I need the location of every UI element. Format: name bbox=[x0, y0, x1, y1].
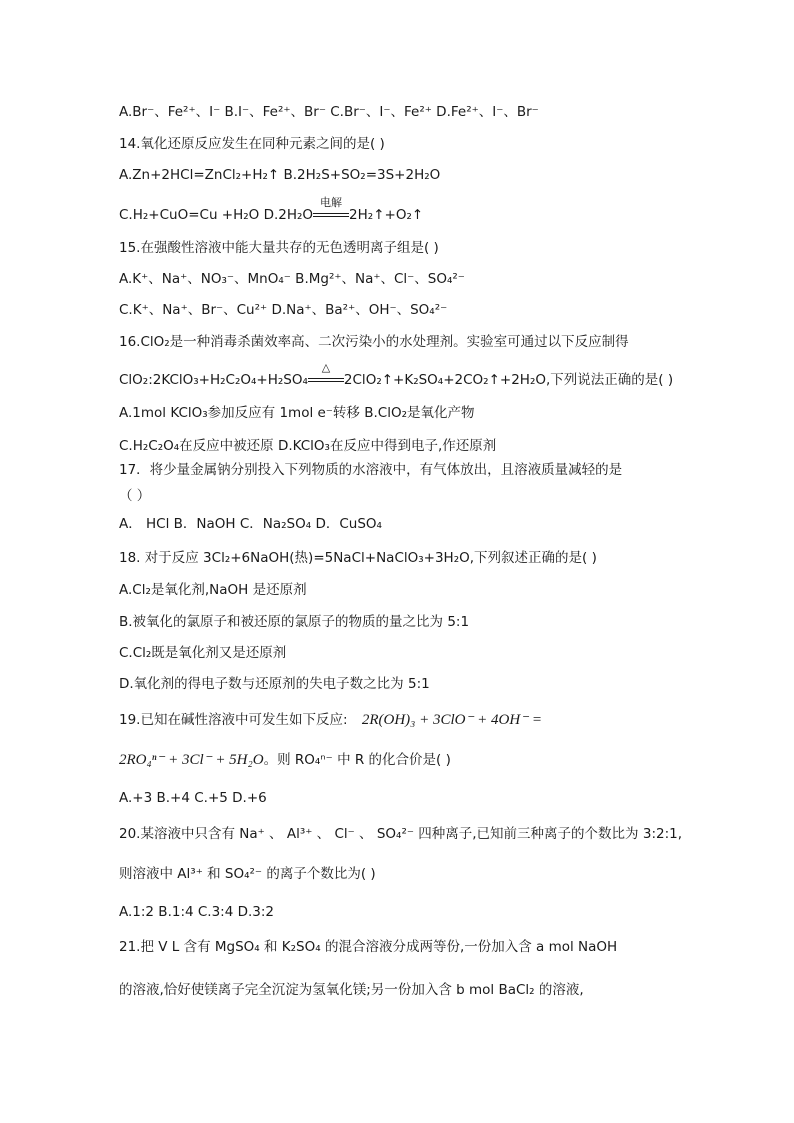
q18-option-c: C.Cl₂既是氧化剂又是还原剂 bbox=[119, 645, 287, 661]
q13-options: A.Br⁻、Fe²⁺、I⁻ B.I⁻、Fe²⁺、Br⁻ C.Br⁻、I⁻、Fe²⁺ D.Fe²⁺、I⁻、Br⁻ bbox=[119, 104, 539, 120]
q21-line1: 21.把 V L 含有 MgSO₄ 和 K₂SO₄ 的混合溶液分成两等份,一份加入含 a mol NaOH bbox=[119, 939, 618, 955]
q21-line2: 的溶液,恰好使镁离子完全沉淀为氢氧化镁;另一份加入含 b mol BaCl₂ 的溶液, bbox=[119, 982, 584, 998]
q15-options-ab: A.K⁺、Na⁺、NO₃⁻、MnO₄⁻ B.Mg²⁺、Na⁺、Cl⁻、SO₄²⁻ bbox=[119, 271, 465, 287]
q20-options: A.1:2 B.1:4 C.3:4 D.3:2 bbox=[119, 904, 275, 920]
q19-options: A.+3 B.+4 C.+5 D.+6 bbox=[119, 790, 267, 806]
q14-option-d-products: 2H₂↑+O₂↑ bbox=[349, 207, 424, 223]
q18-option-b: B.被氧化的氯原子和被还原的氯原子的物质的量之比为 5:1 bbox=[119, 614, 470, 630]
q19-equation-part1: 2R(OH)₃ + 3ClO⁻ + 4OH⁻ = bbox=[361, 712, 542, 728]
q18-option-a: A.Cl₂是氧化剂,NaOH 是还原剂 bbox=[119, 582, 307, 598]
q16-products: 2ClO₂↑+K₂SO₄+2CO₂↑+2H₂O,下列说法正确的是( ) bbox=[343, 372, 674, 388]
q17-paren: （ ） bbox=[119, 488, 151, 504]
q14-options-cd bbox=[119, 196, 424, 223]
q19-equation-part2: 2RO₄ⁿ⁻ + 3Cl⁻ + 5H₂O bbox=[119, 752, 264, 768]
q14-stem: 14.氧化还原反应发生在同种元素之间的是( ) bbox=[119, 136, 385, 152]
q19-stem-line bbox=[119, 712, 542, 728]
q19-equation-line2 bbox=[119, 752, 451, 768]
q17-stem: 17．将少量金属钠分别投入下列物质的水溶液中，有气体放出，且溶液质量减轻的是 bbox=[119, 462, 623, 478]
heat-label: △ bbox=[321, 361, 331, 374]
q14-option-c: C.H₂+CuO=Cu +H₂O D.2H₂O bbox=[119, 207, 314, 223]
q20-line1: 20.某溶液中只含有 Na⁺ 、 Al³⁺ 、 Cl⁻ 、 SO₄²⁻ 四种离子,已知前三种离子的个数比为 3:2:1, bbox=[119, 826, 683, 842]
q19-stem: 19.已知在碱性溶液中可发生如下反应: bbox=[119, 712, 348, 728]
q20-line2: 则溶液中 Al³⁺ 和 SO₄²⁻ 的离子个数比为( ) bbox=[119, 866, 376, 882]
q14-options-ab: A.Zn+2HCl=ZnCl₂+H₂↑ B.2H₂S+SO₂=3S+2H₂O bbox=[119, 167, 441, 183]
q15-options-cd: C.K⁺、Na⁺、Br⁻、Cu²⁺ D.Na⁺、Ba²⁺、OH⁻、SO₄²⁻ bbox=[119, 302, 448, 318]
q17-options: A． HCl B．NaOH C．Na₂SO₄ D．CuSO₄ bbox=[119, 516, 382, 532]
electrolysis-arrow bbox=[313, 196, 349, 223]
electrolysis-label: 电解 bbox=[320, 196, 343, 209]
heat-arrow bbox=[308, 361, 344, 388]
q18-option-d: D.氧化剂的得电子数与还原剂的失电子数之比为 5:1 bbox=[119, 676, 430, 692]
q16-options-ab: A.1mol KClO₃参加反应有 1mol e⁻转移 B.ClO₂是氧化产物 bbox=[119, 405, 475, 421]
q16-stem: 16.ClO₂是一种消毒杀菌效率高、二次污染小的水处理剂。实验室可通过以下反应制得 bbox=[119, 334, 629, 350]
q16-options-cd: C.H₂C₂O₄在反应中被还原 D.KClO₃在反应中得到电子,作还原剂 bbox=[119, 438, 497, 454]
q19-question: 。则 RO₄ⁿ⁻ 中 R 的化合价是( ) bbox=[263, 752, 451, 768]
q18-stem: 18. 对于反应 3Cl₂+6NaOH(热)=5NaCl+NaClO₃+3H₂O,下列叙述正确的是( ) bbox=[119, 550, 597, 566]
q15-stem: 15.在强酸性溶液中能大量共存的无色透明离子组是( ) bbox=[119, 240, 439, 256]
q16-reactants: ClO₂:2KClO₃+H₂C₂O₄+H₂SO₄ bbox=[119, 372, 308, 388]
q16-equation bbox=[119, 361, 674, 388]
